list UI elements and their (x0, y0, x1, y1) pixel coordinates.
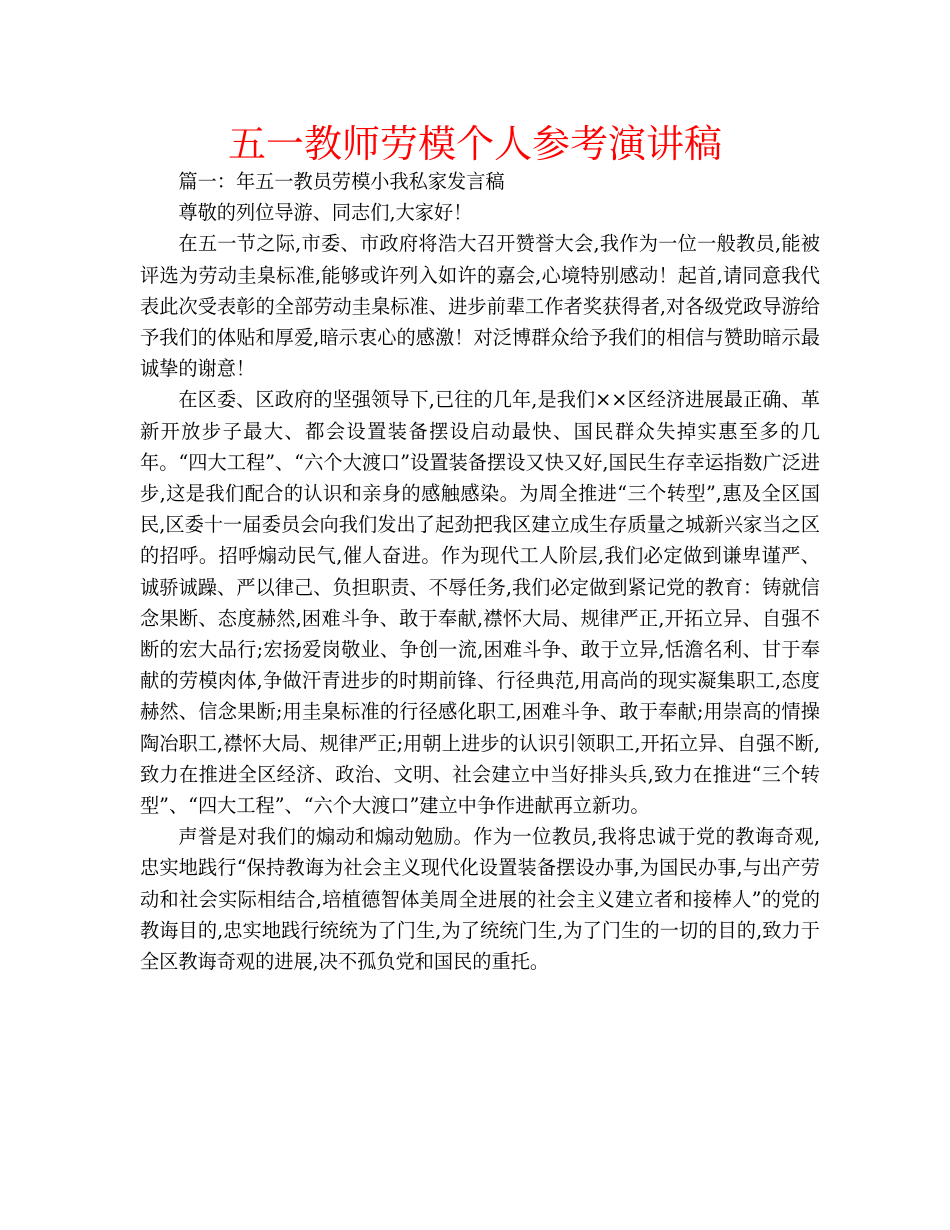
article-heading: 篇一：年五一教员劳模小我私家发言稿 (178, 170, 505, 193)
document-body (140, 166, 820, 977)
body-paragraph-3: 声誉是对我们的煽动和煽动勉励。作为一位教员,我将忠诚于党的教诲奇观,忠实地践行“保持教诲为社会主义现代化设置装备摆设办事,为国民办事,与出产劳动和社会实际相结合,培植德智体美周全进展的社会主义建立者和接棒人”的党的教诲目的,忠实地践行统统为了门生,为了统统门生,为了门生的一切的目的,致力于全区教诲奇观的进展,决不孤负党和国民的重托。 (140, 825, 820, 974)
document-title: 五一教师劳模个人参考演讲稿 (227, 122, 722, 166)
greeting-paragraph: 尊敬的列位导游、同志们,大家好！ (178, 201, 473, 225)
body-paragraph-2: 在区委、区政府的坚强领导下,已往的几年,是我们××区经济进展最正确、革新开放步子最大、都会设置装备摆设启动最快、国民群众失掉实惠至多的几年。“四大工程”、“六个大渡口”设置装备摆设又快又好,国民生存幸运指数广泛进步,这是我们配合的认识和亲身的感触感染。为周全推进“三个转型”,惠及全区国民,区委十一届委员会向我们发出了起劲把我区建立成生存质量之城新兴家当之区的招呼。招呼煽动民气,催人奋进。作为现代工人阶层,我们必定做到谦卑谨严、诚骄诚躁、严以律己、负担职责、不辱任务,我们必定做到紧记党的教育：铸就信念果断、态度赫然,困难斗争、敢于奉献,襟怀大局、规律严正,开拓立异、自强不断的宏大品行;宏扬爱岗敬业、争创一流,困难斗争、敢于立异,恬澹名利、甘于奉献的劳模肉体,争做汗青进步的时期前锋、行径典范,用高尚的现实凝集职工,态度赫然、信念果断;用圭臬标准的行径感化职工,困难斗争、敢于奉献;用崇高的情操陶冶职工,襟怀大局、规律严正;用朝上进步的认识引领职工,开拓立异、自强不断,致力在推进全区经济、政治、文明、社会建立中当好排头兵,致力在推进“三个转型”、“四大工程”、“六个大渡口”建立中争作进献再立新功。 (140, 388, 820, 818)
body-paragraph-1: 在五一节之际,市委、市政府将浩大召开赞誉大会,我作为一位一般教员,能被评选为劳动圭臬标准,能够或许列入如许的嘉会,心境特别感动！起首,请同意我代表此次受表彰的全部劳动圭臬标准、进步前辈工作者奖获得者,对各级党政导游给予我们的体贴和厚爱,暗示衷心的感激！对泛博群众给予我们的相信与赞助暗示最诚挚的谢意！ (140, 232, 820, 381)
